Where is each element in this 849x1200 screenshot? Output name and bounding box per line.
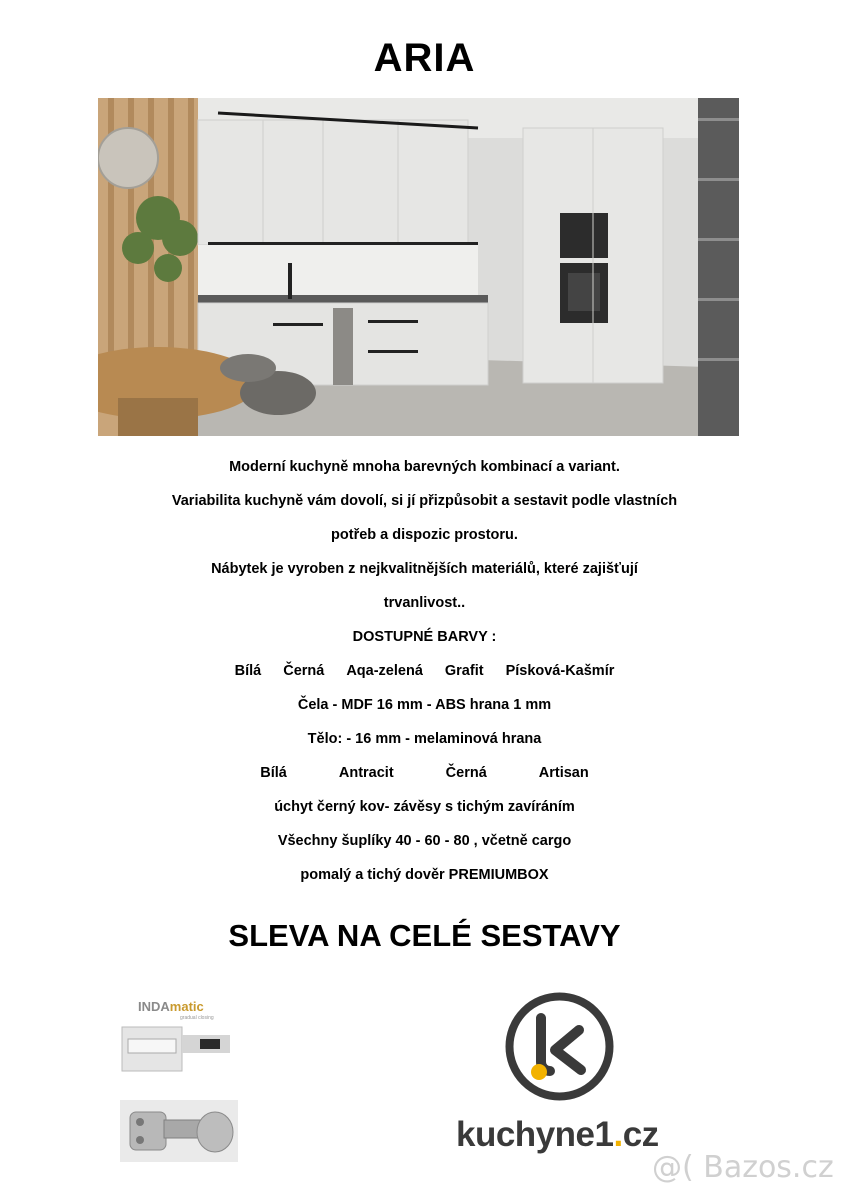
front-spec: Čela - MDF 16 mm - ABS hrana 1 mm [297,697,552,713]
body-spec: Tělo: - 16 mm - melaminová hrana [307,731,542,747]
handles-spec: úchyt černý kov- závěsy s tichým zavíráním [274,799,575,815]
kuchyne1-logo-icon [503,990,616,1103]
bazos-watermark: @( Bazos.cz [652,1150,834,1185]
description-line-3: potřeb a dispozic prostoru. [331,527,518,543]
description-line-1: Moderní kuchyně mnoha barevných kombinací a variant. [229,459,620,475]
closing-spec: pomalý a tichý dověr PREMIUMBOX [300,867,549,883]
front-colors-list [60,660,789,694]
indamatic-brand-b: matic [169,999,204,1014]
logo-name: kuchyne1 [456,1115,614,1154]
body-color-item: Artisan [538,765,589,781]
svg-text:INDAmatic [138,999,204,1014]
body-color-item: Bílá [260,765,287,781]
description-line-2: Variabilita kuchyně vám dovolí, si jí přizpůsobit a sestavit podle vlastních [171,493,678,509]
hinge-product-image [120,1100,238,1162]
drawers-spec: Všechny šuplíky 40 - 60 - 80 , včetně cargo [277,833,572,849]
logo-dot: . [613,1115,623,1154]
indamatic-tagline: gradual closing [180,1015,214,1021]
body-color-item: Antracit [338,765,394,781]
description-line-5: trvanlivost.. [383,595,466,611]
indamatic-product-image [120,995,238,1073]
body-color-item: Černá [445,765,487,781]
indamatic-brand-a: INDA [138,999,170,1014]
kuchyne1-logo-text [456,1115,676,1155]
sale-headline: SLEVA NA CELÉ SESTAVY [228,918,621,953]
description-line-4: Nábytek je vyroben z nejkvalitnějších materiálů, které zajišťují [211,561,638,577]
kitchen-photo [98,98,739,436]
front-color-item: Grafit [444,663,484,679]
colors-heading: DOSTUPNÉ BARVY : [352,629,497,645]
front-color-item: Aqa-zelená [346,663,423,679]
logo-tld: cz [622,1115,659,1154]
front-color-item: Bílá [234,663,262,679]
front-color-item: Černá [283,663,325,679]
description-block [60,456,789,898]
front-color-item: Písková-Kašmír [505,663,615,679]
body-colors-list [60,762,789,796]
page-title: ARIA [373,36,476,80]
